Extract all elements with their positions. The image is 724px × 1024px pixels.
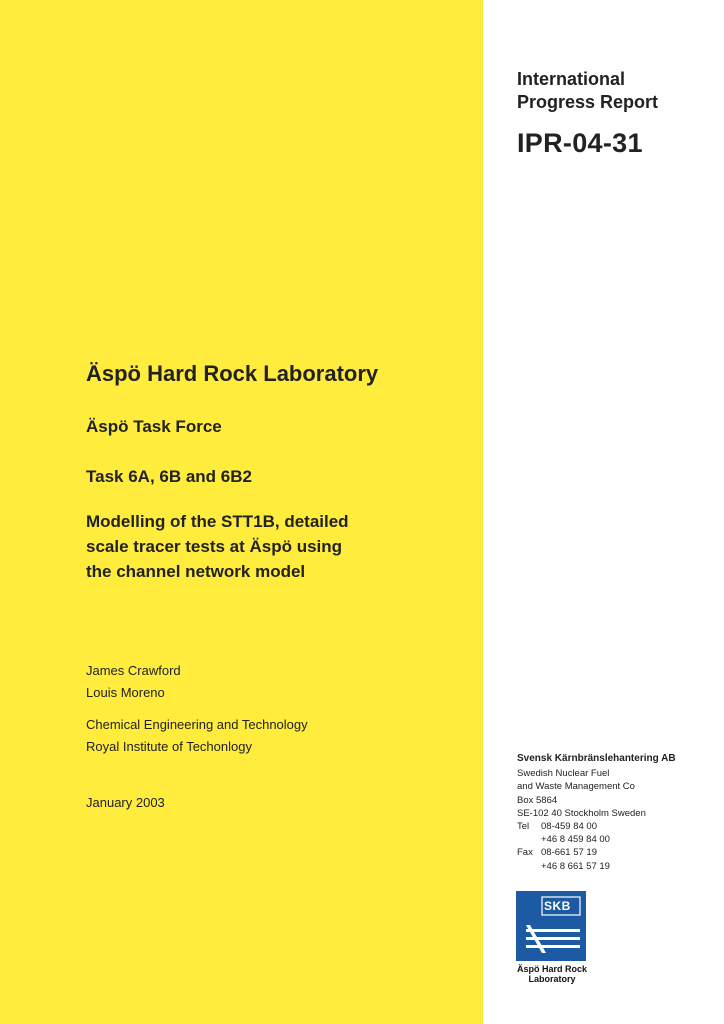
author-name: James Crawford xyxy=(86,663,181,678)
contact-label: Fax xyxy=(517,847,533,859)
affiliation-line: Royal Institute of Techonlogy xyxy=(86,739,252,754)
company-name: Svensk Kärnbränslehantering AB xyxy=(517,753,676,764)
address-line: SE-102 40 Stockholm Sweden xyxy=(517,807,646,819)
skb-logo-mark xyxy=(516,891,586,961)
company-address-block xyxy=(517,752,676,873)
report-number: IPR-04-31 xyxy=(517,128,643,158)
contact-value: 08-661 57 19 xyxy=(541,847,597,859)
logo-caption xyxy=(516,964,588,984)
address-line: and Waste Management Co xyxy=(517,781,635,793)
contact-value: +46 8 661 57 19 xyxy=(541,860,610,872)
subtitle: Äspö Task Force xyxy=(86,417,222,436)
contact-value: +46 8 459 84 00 xyxy=(541,834,610,846)
series-label-line2: Progress Report xyxy=(517,92,659,112)
address-line: Swedish Nuclear Fuel xyxy=(517,768,610,780)
series-label-line1: International xyxy=(517,69,626,89)
report-series-block xyxy=(517,68,658,159)
skb-logo xyxy=(516,891,588,984)
contact-row xyxy=(517,833,676,846)
author-name: Louis Moreno xyxy=(86,685,165,700)
description-line: Modelling of the STT1B, detailed xyxy=(86,512,349,531)
task-line: Task 6A, 6B and 6B2 xyxy=(86,467,252,486)
report-description xyxy=(86,509,466,584)
address-line: Box 5864 xyxy=(517,794,558,806)
affiliation-block xyxy=(86,714,308,758)
publication-date: January 2003 xyxy=(86,795,165,810)
logo-text: SKB xyxy=(544,899,571,913)
affiliation-line: Chemical Engineering and Technology xyxy=(86,717,308,732)
contact-row xyxy=(517,820,676,833)
description-line: scale tracer tests at Äspö using xyxy=(86,537,343,556)
description-line: the channel network model xyxy=(86,562,306,581)
contact-label: Tel xyxy=(517,821,530,833)
contact-row xyxy=(517,846,676,859)
title-block xyxy=(86,361,466,584)
contact-label xyxy=(517,833,541,846)
contact-value: 08-459 84 00 xyxy=(541,821,597,833)
contact-label xyxy=(517,860,541,873)
contact-row xyxy=(517,860,676,873)
logo-caption-line: Laboratory xyxy=(528,974,576,984)
main-title: Äspö Hard Rock Laboratory xyxy=(86,361,379,386)
authors-block xyxy=(86,660,181,704)
logo-caption-line: Äspö Hard Rock xyxy=(516,964,587,974)
